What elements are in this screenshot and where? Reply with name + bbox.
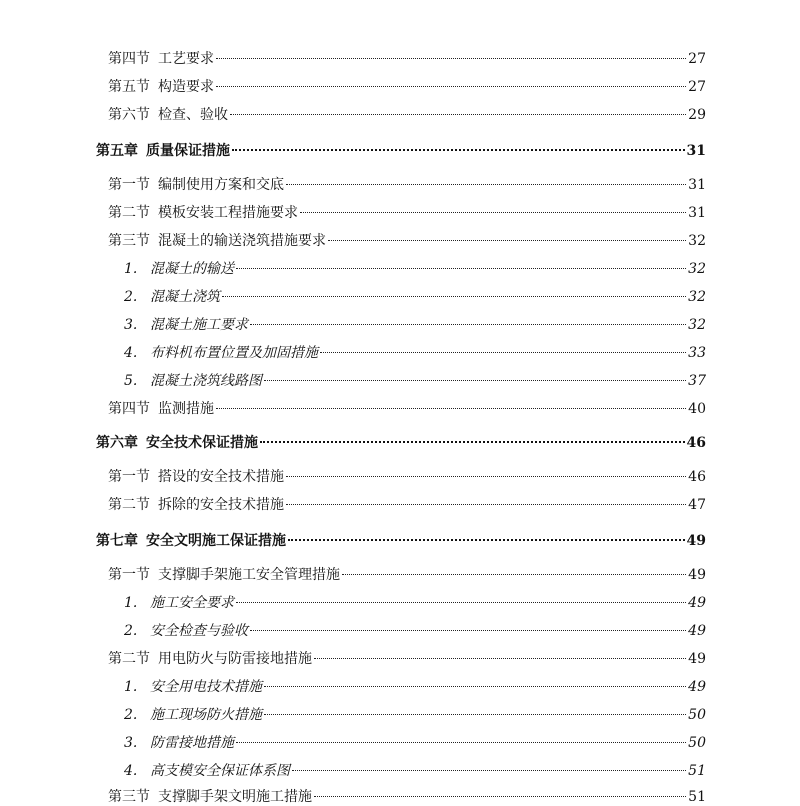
toc-entry[interactable] (108, 788, 706, 806)
toc-entry[interactable] (108, 650, 706, 668)
page-number: 32 (688, 261, 706, 277)
toc-subitem[interactable] (124, 762, 706, 780)
item-number: 4. (124, 345, 138, 361)
dot-leader (250, 630, 686, 631)
dot-leader (250, 324, 686, 325)
toc-chapter-entry[interactable] (96, 532, 706, 550)
toc-entry[interactable] (108, 468, 706, 486)
page-number: 46 (686, 435, 706, 451)
dot-leader (264, 686, 686, 687)
section-title: 编制使用方案和交底 (158, 177, 284, 193)
dot-leader (288, 539, 685, 541)
page-number: 47 (688, 497, 706, 513)
item-title: 混凝土的输送 (150, 261, 234, 277)
toc-subitem[interactable] (124, 734, 706, 752)
item-number: 2. (124, 289, 138, 305)
toc-chapter-entry[interactable] (96, 434, 706, 452)
page-number: 49 (688, 595, 706, 611)
page-number: 40 (688, 401, 706, 417)
page-number: 50 (688, 707, 706, 723)
page-number: 27 (688, 51, 706, 67)
page-number: 33 (688, 345, 706, 361)
section-title: 模板安装工程措施要求 (158, 205, 298, 221)
page-number: 29 (688, 107, 706, 123)
section-number: 第四节 (108, 401, 150, 417)
toc-subitem[interactable] (124, 260, 706, 278)
dot-leader (236, 268, 686, 269)
toc-subitem[interactable] (124, 344, 706, 362)
toc-entry[interactable] (108, 232, 706, 250)
section-number: 第五节 (108, 79, 150, 95)
dot-leader (286, 504, 686, 505)
dot-leader (328, 240, 686, 241)
toc-subitem[interactable] (124, 706, 706, 724)
toc-subitem[interactable] (124, 622, 706, 640)
dot-leader (264, 714, 686, 715)
item-number: 4. (124, 763, 138, 779)
section-number: 第六节 (108, 107, 150, 123)
dot-leader (300, 212, 686, 213)
page-number: 46 (688, 469, 706, 485)
section-title: 检查、验收 (158, 107, 228, 123)
dot-leader (236, 742, 686, 743)
page-number: 49 (688, 567, 706, 583)
page-number: 31 (686, 143, 706, 159)
page-number: 49 (686, 533, 706, 549)
item-title: 防雷接地措施 (150, 735, 234, 751)
page-number: 49 (688, 651, 706, 667)
page-number: 50 (688, 735, 706, 751)
page-number: 51 (688, 763, 706, 779)
dot-leader (286, 184, 686, 185)
toc-entry[interactable] (108, 50, 706, 68)
item-number: 1. (124, 261, 138, 277)
dot-leader (314, 658, 686, 659)
item-title: 高支模安全保证体系图 (150, 763, 290, 779)
toc-subitem[interactable] (124, 594, 706, 612)
chapter-title: 安全文明施工保证措施 (146, 533, 286, 549)
section-number: 第三节 (108, 233, 150, 249)
item-title: 安全检查与验收 (150, 623, 248, 639)
toc-subitem[interactable] (124, 316, 706, 334)
item-title: 混凝土浇筑线路图 (150, 373, 262, 389)
chapter-title: 质量保证措施 (146, 143, 230, 159)
dot-leader (216, 58, 686, 59)
page-number: 49 (688, 679, 706, 695)
section-title: 监测措施 (158, 401, 214, 417)
page-number: 31 (688, 205, 706, 221)
section-number: 第二节 (108, 205, 150, 221)
toc-entry[interactable] (108, 496, 706, 514)
chapter-number: 第五章 (96, 143, 138, 159)
section-number: 第二节 (108, 651, 150, 667)
dot-leader (320, 352, 686, 353)
section-number: 第二节 (108, 497, 150, 513)
page-number: 37 (688, 373, 706, 389)
dot-leader (286, 476, 686, 477)
page-number: 49 (688, 623, 706, 639)
section-number: 第三节 (108, 789, 150, 805)
dot-leader (222, 296, 686, 297)
item-title: 安全用电技术措施 (150, 679, 262, 695)
toc-entry[interactable] (108, 176, 706, 194)
section-number: 第四节 (108, 51, 150, 67)
chapter-title: 安全技术保证措施 (146, 435, 258, 451)
chapter-number: 第七章 (96, 533, 138, 549)
section-title: 拆除的安全技术措施 (158, 497, 284, 513)
page-number: 32 (688, 317, 706, 333)
toc-subitem[interactable] (124, 372, 706, 390)
item-title: 布料机布置位置及加固措施 (150, 345, 318, 361)
toc-subitem[interactable] (124, 288, 706, 306)
dot-leader (264, 380, 686, 381)
item-title: 混凝土浇筑 (150, 289, 220, 305)
dot-leader (230, 114, 686, 115)
dot-leader (236, 602, 686, 603)
item-number: 1. (124, 679, 138, 695)
dot-leader (216, 408, 686, 409)
toc-entry[interactable] (108, 400, 706, 418)
section-title: 构造要求 (158, 79, 214, 95)
section-title: 支撑脚手架施工安全管理措施 (158, 567, 340, 583)
toc-entry[interactable] (108, 204, 706, 222)
toc-entry[interactable] (108, 566, 706, 584)
page-number: 31 (688, 177, 706, 193)
item-title: 施工现场防火措施 (150, 707, 262, 723)
item-number: 1. (124, 595, 138, 611)
section-title: 工艺要求 (158, 51, 214, 67)
section-number: 第一节 (108, 469, 150, 485)
item-title: 施工安全要求 (150, 595, 234, 611)
dot-leader (232, 149, 685, 151)
section-title: 支撑脚手架文明施工措施 (158, 789, 312, 805)
section-number: 第一节 (108, 177, 150, 193)
section-number: 第一节 (108, 567, 150, 583)
page-number: 32 (688, 233, 706, 249)
item-number: 3. (124, 317, 138, 333)
dot-leader (216, 86, 686, 87)
page-number: 51 (688, 789, 706, 805)
item-title: 混凝土施工要求 (150, 317, 248, 333)
item-number: 5. (124, 373, 138, 389)
item-number: 2. (124, 707, 138, 723)
section-title: 搭设的安全技术措施 (158, 469, 284, 485)
page-number: 27 (688, 79, 706, 95)
dot-leader (314, 796, 686, 797)
dot-leader (260, 441, 685, 443)
section-title: 用电防火与防雷接地措施 (158, 651, 312, 667)
toc-entry[interactable] (108, 106, 706, 124)
toc-entry[interactable] (108, 78, 706, 96)
item-number: 3. (124, 735, 138, 751)
chapter-number: 第六章 (96, 435, 138, 451)
item-number: 2. (124, 623, 138, 639)
toc-chapter-entry[interactable] (96, 142, 706, 160)
dot-leader (342, 574, 686, 575)
page-number: 32 (688, 289, 706, 305)
toc-subitem[interactable] (124, 678, 706, 696)
dot-leader (292, 770, 686, 771)
section-title: 混凝土的输送浇筑措施要求 (158, 233, 326, 249)
